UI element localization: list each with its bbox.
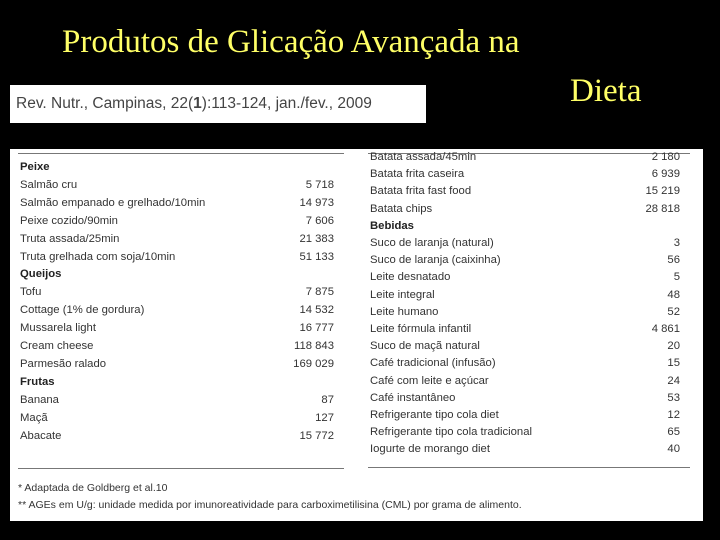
table-row <box>368 390 690 408</box>
table-bottom-rule <box>18 468 344 469</box>
ages-value: 5 <box>673 271 680 284</box>
food-name: Iogurte de morango diet <box>370 443 490 456</box>
citation-text-end: ):113-124, jan./fev., 2009 <box>201 95 372 112</box>
food-name: Leite integral <box>370 288 435 301</box>
table-footnote-units: ** AGEs em U/g: unidade medida por imunoreatividade para carboximetilisina (CML) por grama de alimento. <box>18 499 522 511</box>
food-name: Tofu <box>20 286 42 299</box>
table-row <box>18 195 344 213</box>
ages-value: 56 <box>667 254 680 267</box>
ages-value: 15 <box>667 357 680 370</box>
food-name: Leite fórmula infantil <box>370 323 472 335</box>
food-name: Truta grelhada com soja/10min <box>20 250 176 263</box>
table-section-header <box>18 266 344 284</box>
food-name: Batata frita caseira <box>370 168 465 181</box>
table-row <box>18 213 344 231</box>
ages-value: 87 <box>321 393 334 406</box>
ages-value: 6 939 <box>651 168 680 181</box>
food-name: Mussarela light <box>20 322 96 335</box>
food-name: Café com leite e açúcar <box>370 374 489 387</box>
table-row <box>368 252 690 270</box>
ages-value: 3 <box>673 237 680 249</box>
ages-value: 12 <box>667 409 680 421</box>
food-name: Leite humano <box>370 305 439 318</box>
ages-value: 51 133 <box>299 250 334 263</box>
ages-value: 169 029 <box>293 357 334 370</box>
table-row <box>368 201 690 219</box>
table-row <box>18 356 344 374</box>
ages-value: 65 <box>667 426 680 439</box>
table-row <box>368 407 690 425</box>
table-row <box>18 428 344 446</box>
ages-value: 5 718 <box>305 178 334 191</box>
food-name: Batata assada/45min <box>370 151 477 163</box>
food-name: Suco de laranja (natural) <box>370 237 494 249</box>
table-row <box>18 302 344 320</box>
food-name: Salmão empanado e grelhado/10min <box>20 196 206 209</box>
food-name: Maçã <box>20 411 48 424</box>
table-top-rule <box>18 153 344 154</box>
table-row <box>18 320 344 338</box>
table-row <box>368 441 690 459</box>
ages-value: 14 973 <box>299 196 334 209</box>
table-row <box>368 355 690 373</box>
table-row <box>368 269 690 287</box>
table-row <box>368 373 690 391</box>
table-section-header <box>18 159 344 177</box>
table-row <box>368 424 690 442</box>
table-row <box>18 410 344 428</box>
ages-value: 21 383 <box>299 232 334 245</box>
ages-value: 40 <box>667 443 680 456</box>
table-row <box>368 287 690 305</box>
table-bottom-rule <box>368 467 690 468</box>
food-name: Banana <box>20 393 59 406</box>
food-name: Salmão cru <box>20 178 78 191</box>
table-row <box>18 338 344 356</box>
table-row <box>18 284 344 302</box>
ages-value: 4 861 <box>651 323 680 335</box>
food-name: Cottage (1% de gordura) <box>20 304 145 317</box>
ages-value: 7 875 <box>305 286 334 299</box>
ages-value: 14 532 <box>299 304 334 317</box>
food-name: Batata chips <box>370 202 433 215</box>
ages-value: 7 606 <box>305 214 334 227</box>
food-name: Café tradicional (infusão) <box>370 357 496 370</box>
slide-title-line-2: Dieta <box>570 73 642 109</box>
food-name: Peixe cozido/90min <box>20 214 118 227</box>
section-title: Bebidas <box>370 219 414 232</box>
food-name: Leite desnatado <box>370 271 451 284</box>
ages-value: 127 <box>315 411 334 424</box>
table-row <box>368 321 690 339</box>
food-name: Café instantâneo <box>370 391 456 404</box>
table-row <box>18 231 344 249</box>
ages-value: 118 843 <box>294 340 334 352</box>
table-row <box>368 183 690 201</box>
table-row <box>368 166 690 184</box>
food-name: Suco de maçã natural <box>370 340 480 353</box>
ages-value: 16 777 <box>299 322 334 335</box>
citation-issue-number: 1 <box>193 95 202 112</box>
ages-value: 2 180 <box>651 151 680 163</box>
table-row <box>368 149 690 167</box>
ages-value: 15 219 <box>645 185 680 198</box>
section-title: Peixe <box>20 161 50 173</box>
table-row <box>18 177 344 195</box>
table-row <box>368 338 690 356</box>
food-name: Parmesão ralado <box>20 357 107 370</box>
ages-value: 53 <box>667 391 680 404</box>
food-name: Abacate <box>20 429 62 442</box>
ages-value: 15 772 <box>299 429 334 442</box>
food-name: Refrigerante tipo cola diet <box>370 409 499 421</box>
section-title: Frutas <box>20 375 55 388</box>
food-name: Batata frita fast food <box>370 185 472 198</box>
section-title: Queijos <box>20 268 62 281</box>
table-section-header <box>18 374 344 392</box>
table-footnote-source: * Adaptada de Goldberg et al.10 <box>18 482 168 494</box>
food-name: Cream cheese <box>20 340 94 352</box>
table-row <box>18 249 344 267</box>
table-row <box>18 392 344 410</box>
citation-text-start: Rev. Nutr., Campinas, 22( <box>16 95 194 112</box>
table-row <box>368 235 690 253</box>
ages-value: 24 <box>667 374 680 387</box>
food-name: Suco de laranja (caixinha) <box>370 254 501 267</box>
ages-value: 20 <box>667 340 680 353</box>
ages-value: 28 818 <box>645 202 680 215</box>
journal-citation <box>10 85 426 123</box>
table-row <box>368 304 690 322</box>
food-name: Refrigerante tipo cola tradicional <box>370 426 533 439</box>
ages-value: 48 <box>667 288 680 301</box>
slide-title-line-1: Produtos de Glicação Avançada na <box>62 24 520 60</box>
ages-food-table <box>10 149 703 521</box>
ages-value: 52 <box>667 305 680 318</box>
table-section-header <box>368 218 690 236</box>
food-name: Truta assada/25min <box>20 232 120 245</box>
